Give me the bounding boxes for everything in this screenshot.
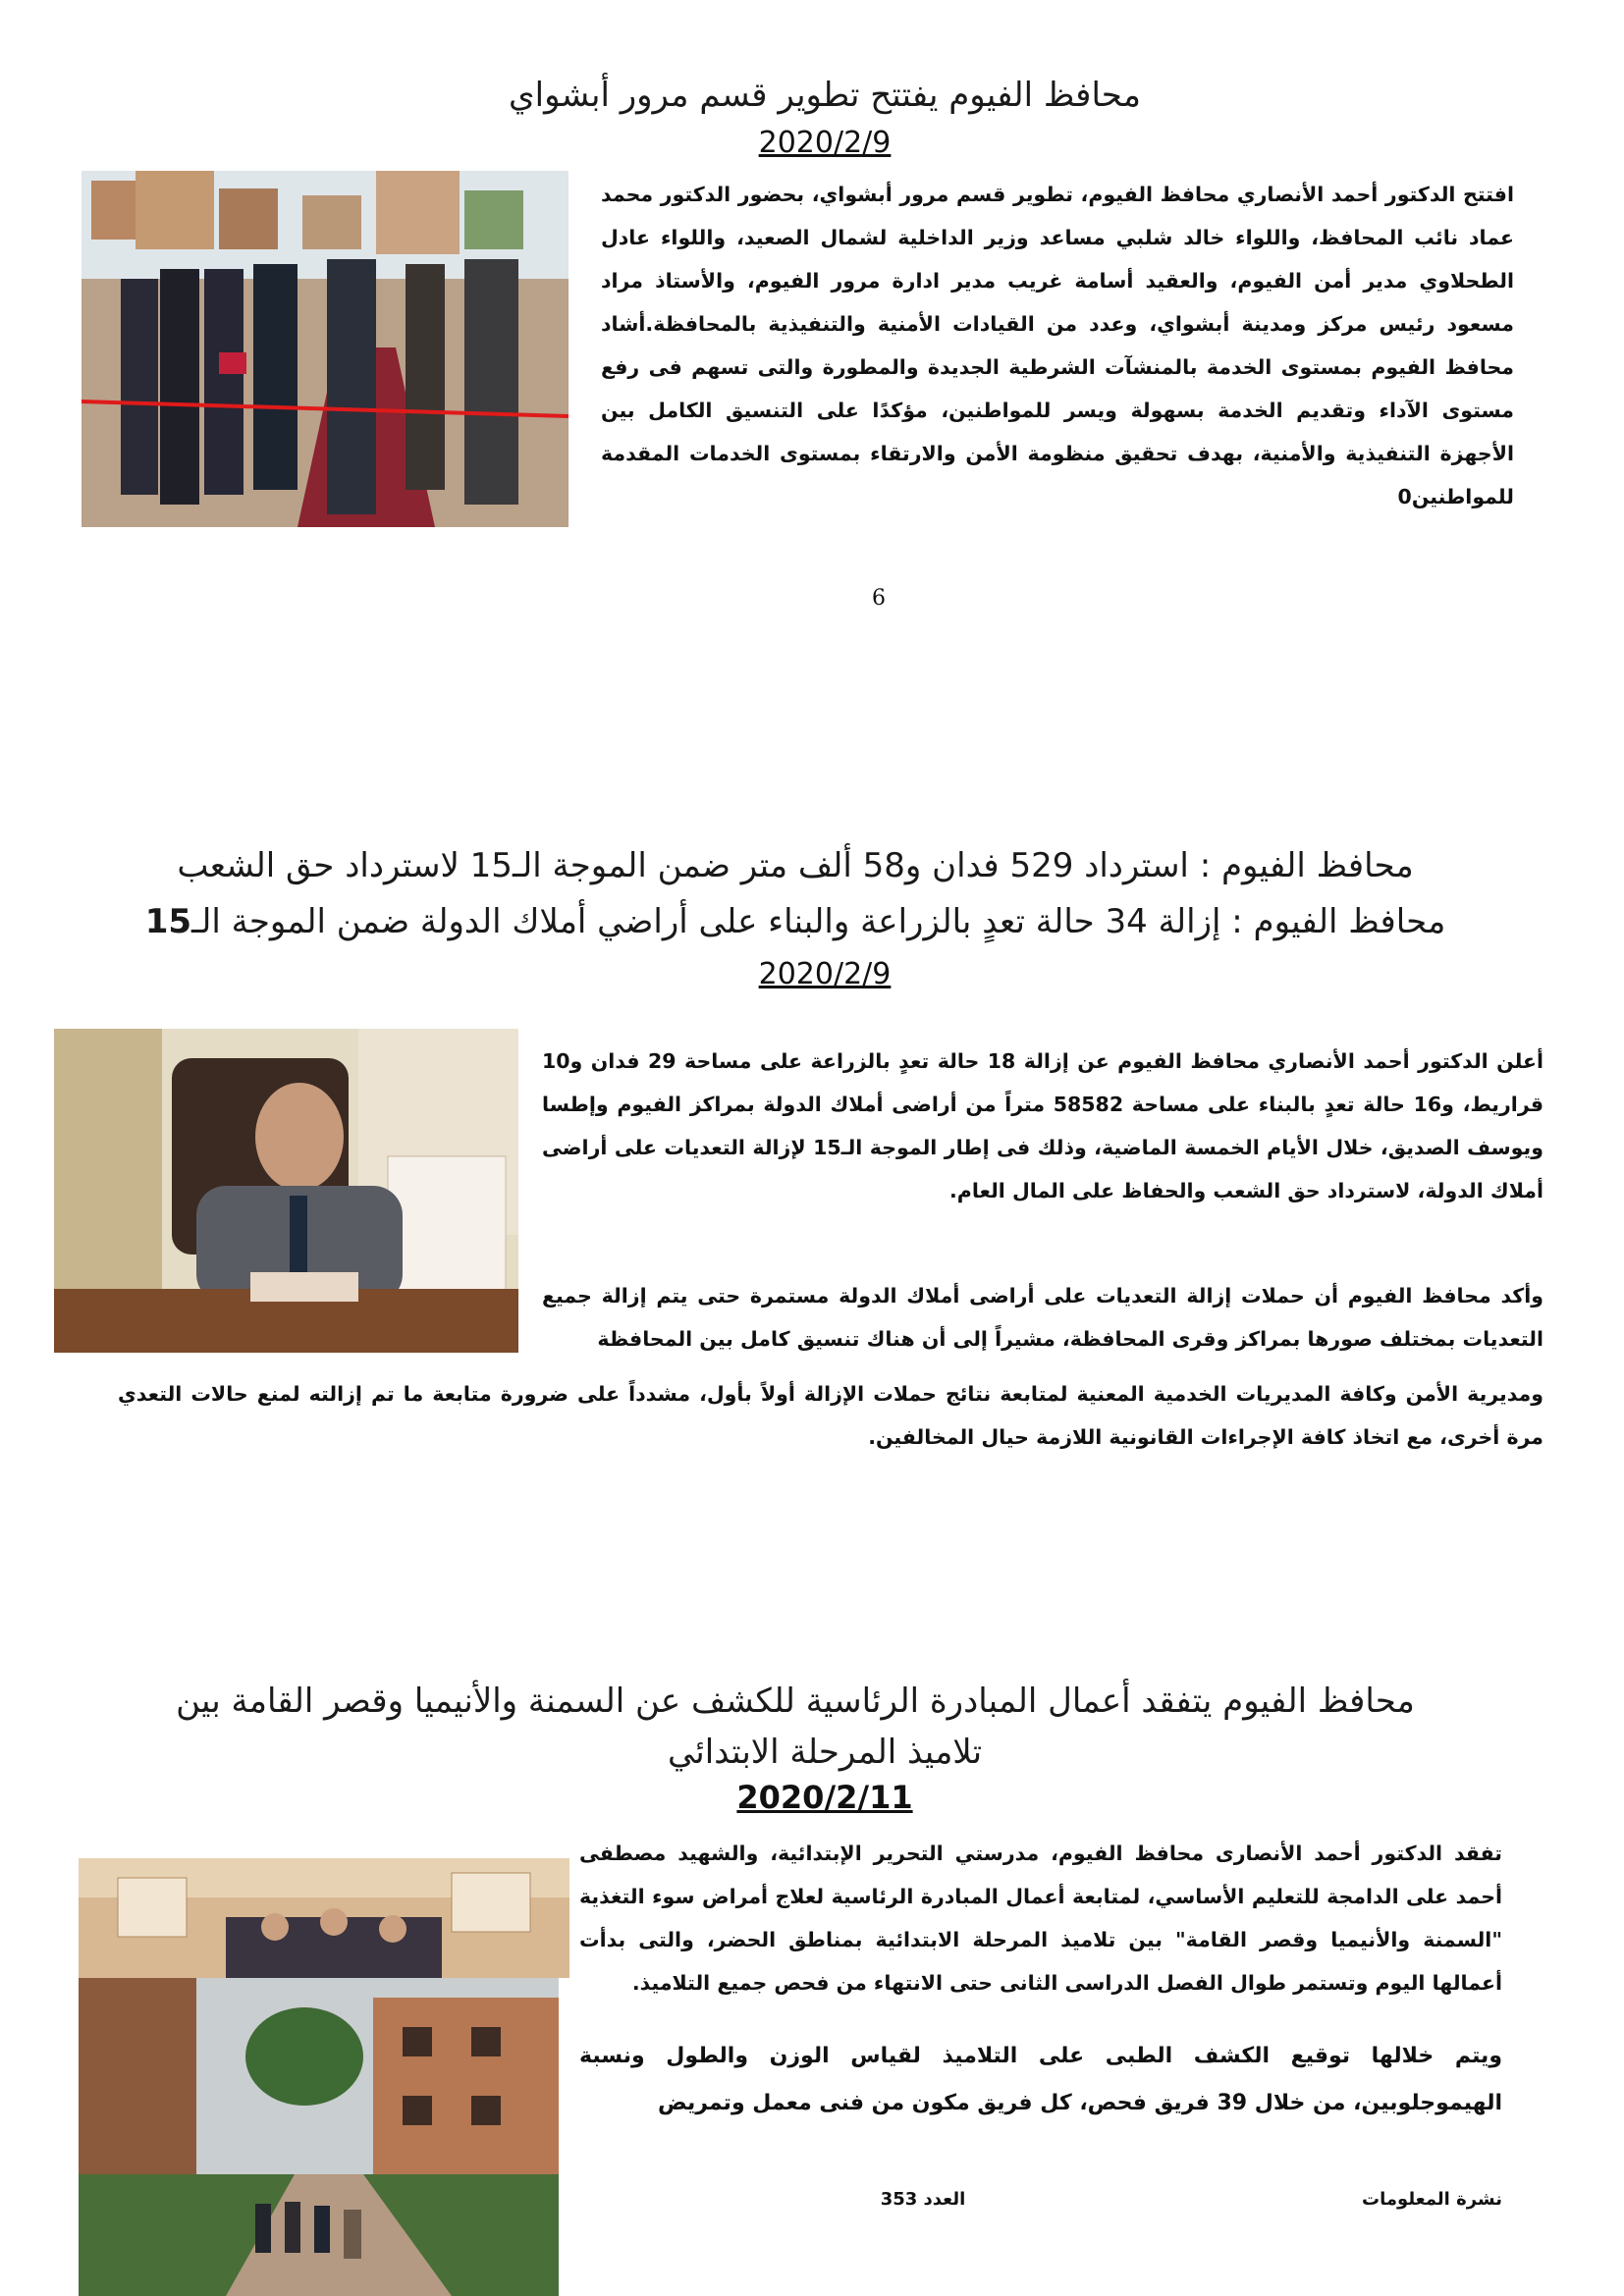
article3-title-line1: محافظ الفيوم يتفقد أعمال المبادرة الرئاسية للكشف عن السمنة والأنيميا وقصر القامة بين [176,1682,1415,1721]
article2-title-line2-text: محافظ الفيوم : إزالة 34 حالة تعدٍ بالزراعة والبناء على أراضي أملاك الدولة ضمن الموجة الـ [191,902,1446,941]
article3-para1: تفقد الدكتور أحمد الأنصارى محافظ الفيوم، مدرستي التحرير الإبتدائية، والشهيد مصطفى أحمد على الدامجة للتعليم الأساسي، لمتابعة أعمال المبادرة الرئاسية لعلاج أمراض سوء التغذية "السمنة والأنيميا وقصر القامة" بين تلاميذ المرحلة الابتدائية بمناطق الحضر، والتى بدأت أعمالها اليوم وتستمر طوال الفصل الدراسى الثانى حتى الانتهاء من فحص جميع التلاميذ. [579,1842,1502,1995]
article2-para1: أعلن الدكتور أحمد الأنصاري محافظ الفيوم عن إزالة 18 حالة تعدٍ بالزراعة على مساحة 29 فدان و10 قراريط، و16 حالة تعدٍ بالبناء على مساحة 58582 متراً من أراضى أملاك الدولة بمراكز الفيوم وإطسا ويوسف الصديق، خلال الأيام الخمسة الماضية، وذلك فى إطار الموجة الـ15 لإزالة التعديات على أراضى أملاك الدولة، لاسترداد حق الشعب والحفاظ على المال العام. [542,1049,1544,1202]
footer-issue-number: العدد 353 [880,2189,966,2210]
article3-date: 2020/2/11 [736,1779,913,1816]
footer-publication-name: نشرة المعلومات [1362,2189,1502,2210]
page-number: 6 [872,586,886,611]
article3-photo-schoolyard [79,1978,559,2296]
article1-title: محافظ الفيوم يفتتح تطوير قسم مرور أبشواي [509,76,1141,115]
article3-photo-classroom [79,1858,569,1978]
article2-photo-governor-desk [54,1029,518,1353]
article2-title-line2 [98,899,1492,944]
article2-para2-part1: وأكد محافظ الفيوم أن حملات إزالة التعديات على أراضى أملاك الدولة مستمرة حتى يتم إزالة جميع التعديات بمختلف صورها بمراكز وقرى المحافظة، مشيراً إلى أن هناك تنسيق كامل بين المحافظة [542,1284,1543,1351]
article2-title-line1: محافظ الفيوم : استرداد 529 فدان و58 ألف متر ضمن الموجة الـ15 لاسترداد حق الشعب [177,846,1414,885]
article3-para2: ويتم خلالها توقيع الكشف الطبى على التلاميذ لقياس الوزن والطول ونسبة الهيموجلوبين، من خلال 39 فريق فحص، كل فريق مكون من فنى معمل وتمريض [579,2044,1502,2115]
article3-title-line2: تلاميذ المرحلة الابتدائي [667,1733,983,1772]
article2-para2-part2: ومديرية الأمن وكافة المديريات الخدمية المعنية لمتابعة نتائج حملات الإزالة أولاً بأول، مشدداً على ضرورة متابعة ما تم إزالته لمنع حالات التعدي مرة أخرى، مع اتخاذ كافة الإجراءات القانونية اللازمة حيال المخالفين. [118,1382,1543,1449]
article2-date: 2020/2/9 [758,957,892,991]
article1-photo-ribbon-cutting [81,171,568,527]
article1-body: افتتح الدكتور أحمد الأنصاري محافظ الفيوم، تطوير قسم مرور أبشواي، بحضور الدكتور محمد عماد نائب المحافظ، واللواء خالد شلبي مساعد وزير الداخلية لشمال الصعيد، واللواء عادل الطحلاوي مدير أمن الفيوم، والعقيد أسامة غريب مدير ادارة مرور الفيوم، والأستاذ مراد مسعود رئيس مركز ومدينة أبشواي، وعدد من القيادات الأمنية والتنفيذية بالمحافظة.أشاد محافظ الفيوم بمستوى الخدمة بالمنشآت الشرطية الجديدة والمطورة والتى تسهم فى رفع مستوى الآداء وتقديم الخدمة بسهولة ويسر للمواطنين، مؤكدًا على التنسيق الكامل بين الأجهزة التنفيذية والأمنية، بهدف تحقيق منظومة الأمن والارتقاء بمستوى الخدمات المقدمة للمواطنين0 [601,183,1514,508]
article2-title-wave-number: 15 [144,902,192,941]
article1-date: 2020/2/9 [758,126,892,160]
